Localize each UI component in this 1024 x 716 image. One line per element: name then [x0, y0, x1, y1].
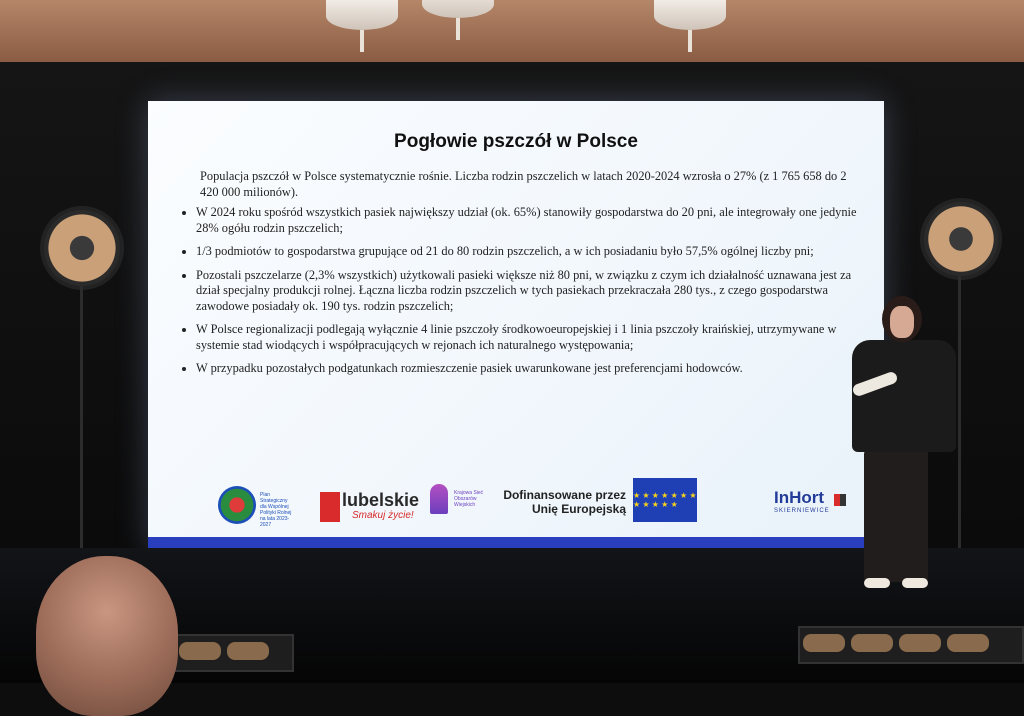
- eu-cofund-line2: Unię Europejską: [531, 502, 626, 516]
- ceiling: [0, 0, 1024, 62]
- eu-cofund-text: [500, 488, 626, 516]
- stage-spotlight-right: [920, 198, 1002, 280]
- eu-flag-icon: ★ ★ ★ ★ ★ ★ ★ ★ ★ ★ ★ ★: [633, 478, 697, 522]
- speaker-shoe: [902, 578, 928, 588]
- psp-wpr-logo-text: Plan Strategiczny dla Wspólnej Polityki Rolnej na lata 2023-2027: [260, 492, 292, 528]
- bullet-item: • W przypadku pozostałych podgatunkach rozmieszczenie pasiek uwarunkowane jest preferencjami hodowców.: [196, 361, 860, 377]
- speaker-shoe: [864, 578, 890, 588]
- bullet-item: • W Polsce regionalizacji podlegają wyłącznie 4 linie pszczoły środkowoeuropejskiej i 1 linia pszczoły kraińskiej, utrzymywane w systemie stad wiodących i współpracujących w rejonach ich naturalnego występowania;: [196, 322, 860, 353]
- inhort-logo-subtitle: SKIERNIEWICE: [774, 508, 830, 514]
- bullet-item: • Pozostali pszczelarze (2,3% wszystkich) użytkowali pasieki większe niż 80 pni, w związku z czym ich działalność uznawana jest za dział specjalny produkcji rolnej. Łączna liczba rodzin pszczelich w tych pasiekach przekraczała 280 tys., z czego gospodarstwa zawodowe posiadały ok. 190 tys. rodzin pszczelich;: [196, 268, 860, 315]
- lubelskie-tagline: Smakuj życie!: [352, 510, 414, 521]
- spotlight-stand: [80, 286, 83, 556]
- spotlight-stand: [958, 276, 961, 556]
- stage-footlight: [174, 634, 294, 672]
- inhort-logo-text: InHort: [774, 488, 825, 507]
- lubelskie-logo-text: lubelskie: [342, 490, 420, 510]
- inhort-logo-icon: [834, 494, 846, 506]
- eu-cofund-line1: Dofinansowane przez: [503, 488, 626, 502]
- slide-intro: Populacja pszczół w Polsce systematycznie rośnie. Liczba rodzin pszczelich w latach 2020-2024 wzrosła o 27% (z 1 765 658 do 2 420 000 milionów).: [200, 169, 847, 199]
- bullet-item: • W 2024 roku spośród wszystkich pasiek największy udział (ok. 65%) stanowiły gospodarstwa do 20 pni, ale integrowały one jedynie 28% ogółu rodzin pszczelich;: [196, 205, 860, 236]
- ksow-logo-icon: [430, 484, 448, 514]
- psp-wpr-logo-icon: [218, 486, 256, 524]
- speaker-face: [890, 306, 914, 338]
- pendant-lamp: [654, 0, 726, 30]
- stage-spotlight-left: [40, 206, 124, 290]
- audience-member-head: [36, 556, 178, 716]
- slide-title: Pogłowie pszczół w Polsce: [394, 131, 638, 152]
- speaker-body: [852, 340, 956, 452]
- pendant-lamp: [326, 0, 398, 30]
- projection-screen: [148, 101, 884, 549]
- logo-strip: [212, 476, 862, 526]
- bullet-item: • 1/3 podmiotów to gospodarstwa grupujące od 21 do 80 rodzin pszczelich, a w ich posiadaniu było 57,5% ogólnej liczby pni;: [196, 244, 860, 260]
- stage-footlight: [798, 626, 1024, 664]
- speaker-legs: [864, 450, 928, 582]
- lubelskie-logo-icon: [320, 492, 340, 522]
- ksow-logo-text: Krajowa Sieć Obszarów Wiejskich: [454, 490, 484, 508]
- slide-body: [176, 169, 860, 385]
- bullet-list: [176, 205, 860, 377]
